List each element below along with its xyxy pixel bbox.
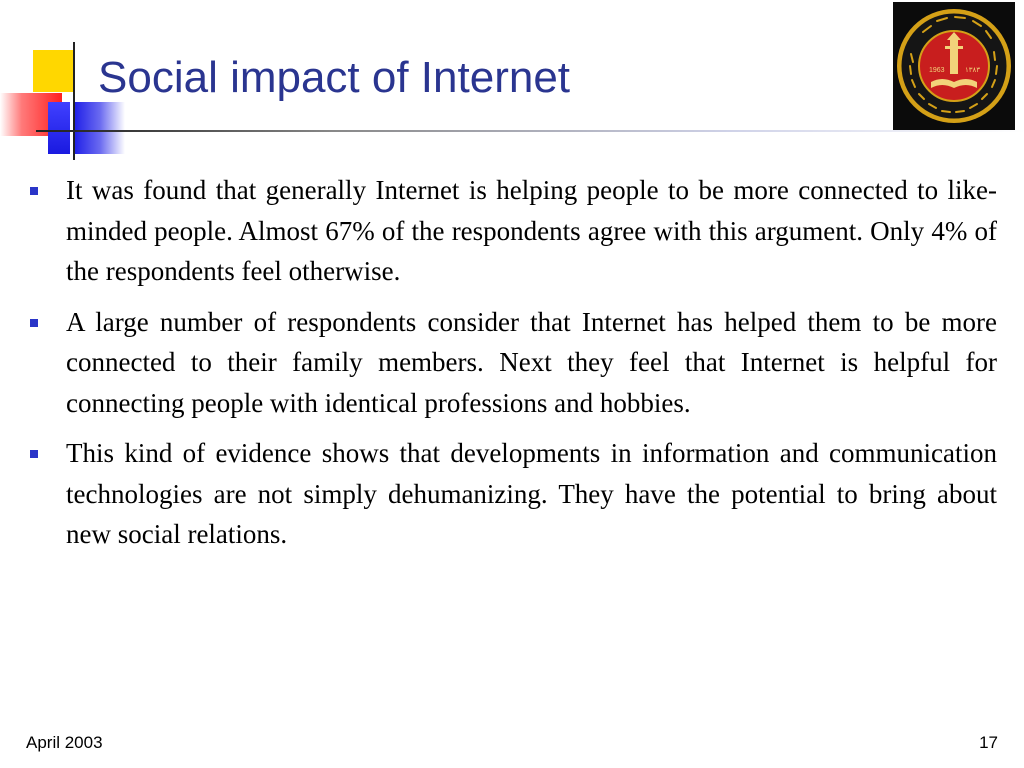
footer-date: April 2003 <box>26 733 103 752</box>
page-number: 17 <box>979 733 998 752</box>
bullet-item <box>30 302 997 424</box>
bullet-text: It was found that generally Internet is helping people to be more connected to like-minded people. Almost 67% of the respondents agree with this argument. Only 4% of the respondents feel otherwise. <box>66 175 997 286</box>
slide-title: Social impact of Internet <box>98 53 571 102</box>
decor-vertical-line <box>73 42 75 160</box>
bullet-square-icon <box>30 187 38 195</box>
bullet-text: This kind of evidence shows that developments in information and communication technologies are not simply dehumanizing. They have the potential to bring about new social relations. <box>66 438 997 549</box>
bullet-item <box>30 433 997 555</box>
bullet-square-icon <box>30 319 38 327</box>
seal-year-right: ١٣٨٣ <box>965 67 981 74</box>
bullet-text: A large number of respondents consider that Internet has helped them to be more connected to their family members. Next they feel that Internet is helpful for connecting people with identical professions and hobbies. <box>66 306 997 418</box>
decor-blue-gradient-square <box>75 102 125 154</box>
decor-yellow-square <box>33 50 75 92</box>
bullet-square-icon <box>30 450 38 458</box>
bullet-list <box>30 170 997 565</box>
bullet-item <box>30 170 997 292</box>
university-seal-logo <box>893 2 1015 130</box>
seal-year-left: 1963 <box>929 67 945 74</box>
title-underline <box>36 130 1024 132</box>
decor-blue-square <box>48 102 70 154</box>
